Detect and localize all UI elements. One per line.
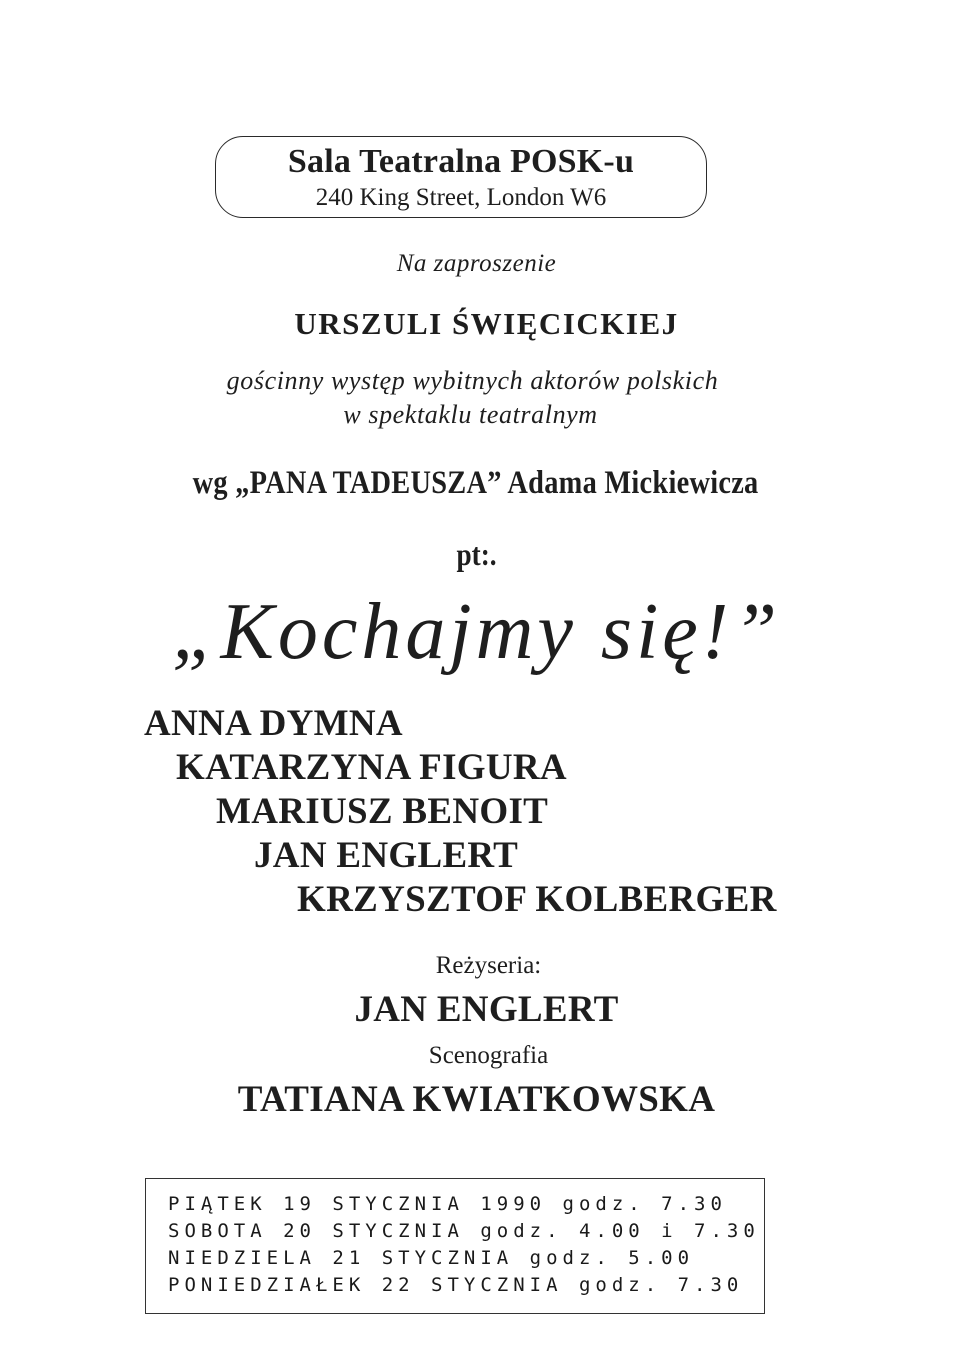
performance-date: PIĄTEK 19 STYCZNIA 1990 godz. 7.30 (168, 1193, 727, 1215)
venue-box (215, 136, 707, 218)
title-prefix: pt:. (456, 536, 497, 572)
performance-date: SOBOTA 20 STYCZNIA godz. 4.00 i 7.30 (168, 1220, 760, 1242)
actor-name: KATARZYNA FIGURA (176, 747, 567, 788)
director-name: JAN ENGLERT (354, 989, 619, 1030)
invitation-line-2: w spektaklu teatralnym (343, 400, 598, 429)
actor-name: ANNA DYMNA (144, 703, 403, 744)
invitation-line-1: gościnny występ wybitnych aktorów polskich (226, 366, 719, 395)
scenography-label: Scenografia (428, 1042, 549, 1069)
scenographer-name: TATIANA KWIATKOWSKA (237, 1079, 716, 1120)
performance-date: PONIEDZIAŁEK 22 STYCZNIA godz. 7.30 (168, 1274, 744, 1296)
invitation-intro: Na zaproszenie (396, 250, 557, 277)
venue-name: Sala Teatralna POSK-u (287, 143, 635, 180)
performance-dates-box (145, 1178, 765, 1314)
direction-label: Reżyseria: (435, 952, 542, 979)
actor-name: JAN ENGLERT (254, 835, 519, 876)
venue-address: 240 King Street, London W6 (315, 184, 607, 211)
host-name: URSZULI ŚWIĘCICKIEJ (294, 306, 679, 341)
actor-name: MARIUSZ BENOIT (216, 791, 549, 832)
performance-date: NIEDZIELA 21 STYCZNIA godz. 5.00 (168, 1247, 695, 1269)
actor-name: KRZYSZTOF KOLBERGER (297, 879, 777, 920)
source-work: wg „PANA TADEUSZA” Adama Mickiewicza (192, 465, 759, 501)
play-title: „Kochajmy się!” (172, 588, 781, 676)
